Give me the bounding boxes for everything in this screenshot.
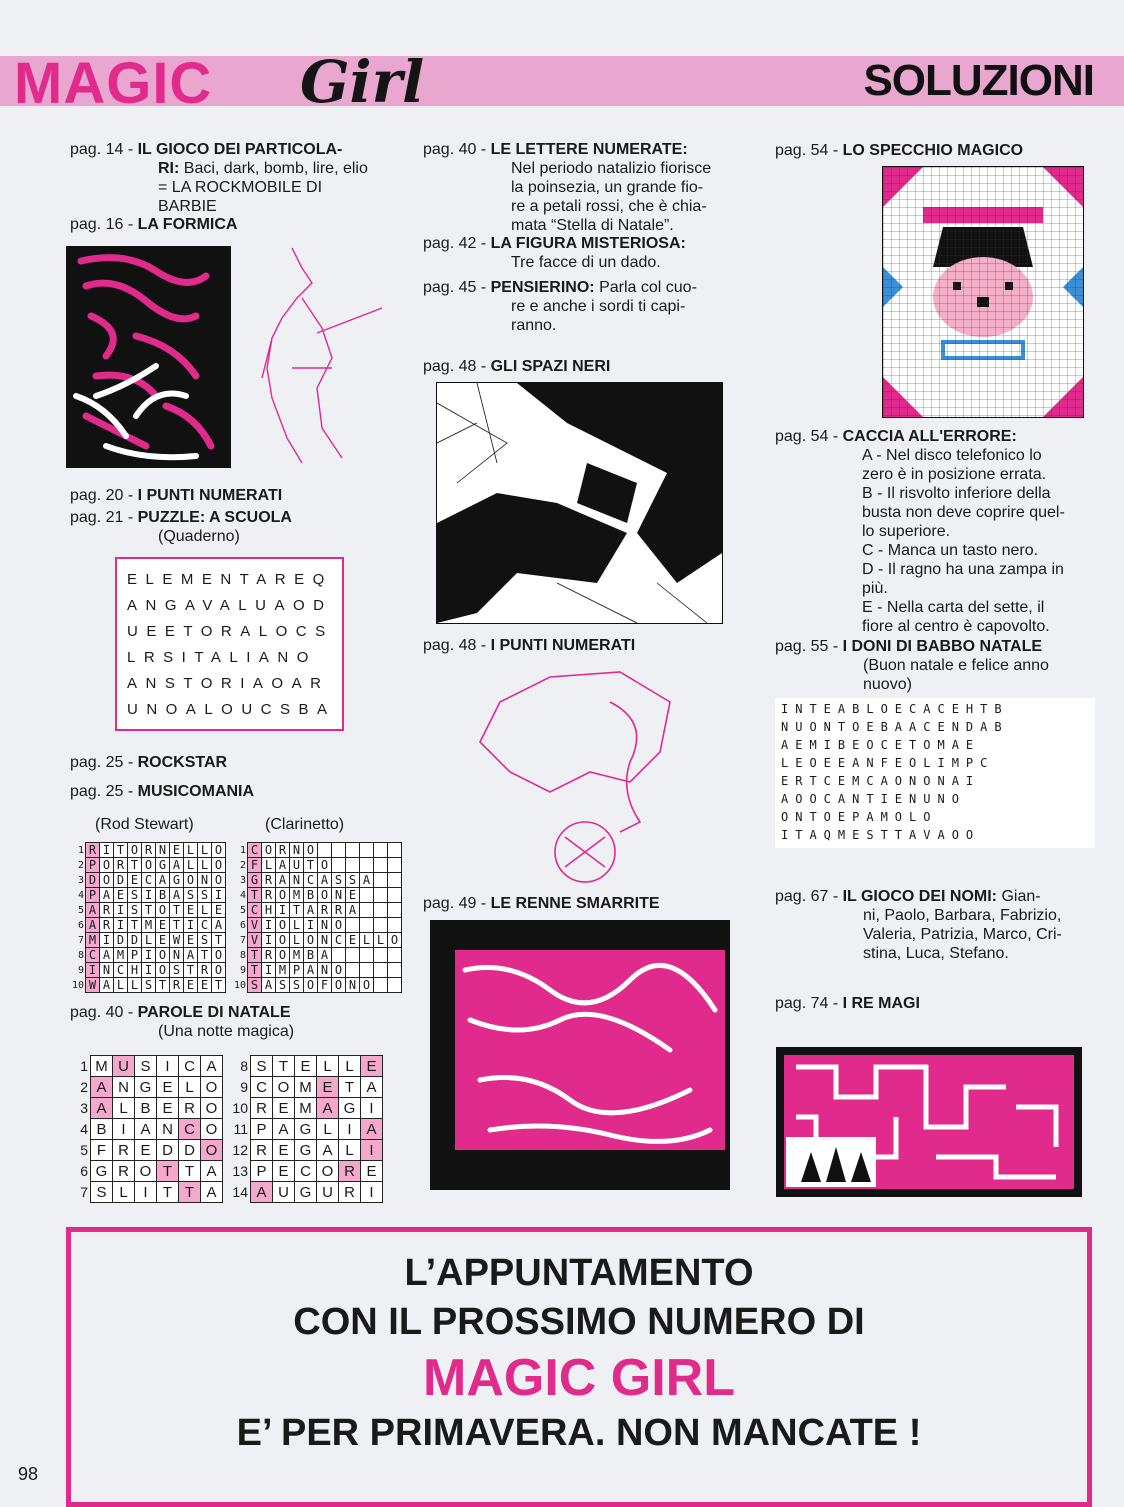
caccia-line: C - Manca un tasto nero.: [862, 542, 1039, 559]
grid-row: 9 I N C H I O S T R O: [70, 963, 226, 978]
grid-row: 8 T R O M B A: [232, 948, 402, 963]
musicomania-left-grid: [70, 842, 226, 993]
grid-row: 8 C A M P I O N A T O: [70, 948, 226, 963]
promo-box: [66, 1227, 1092, 1507]
puzzle-row: ANSTORIAOAR: [127, 675, 330, 692]
grid-row: 10 W A L L S T R E E T: [70, 978, 226, 993]
grid-row: 1 C O R N O: [232, 843, 402, 858]
grid-row: 4 P A E S I B A S S I: [70, 888, 226, 903]
promo-brand: MAGIC GIRL: [423, 1349, 735, 1407]
xword-row: 1 M U S I C A: [70, 1056, 223, 1077]
entry-pag54-specchio: pag. 54 - LO SPECCHIO MAGICO: [775, 142, 1024, 159]
wordsearch-row: LEOEEANFEOLIMPC: [781, 756, 995, 770]
xword-row: 14 A U G U R I: [230, 1182, 383, 1203]
dot-drawing-elephant: [470, 662, 700, 884]
xword-row: 4 B I A N C O: [70, 1119, 223, 1140]
grid-row: 2 P O R T O G A L L O: [70, 858, 226, 873]
spazi-neri-image: [436, 382, 723, 624]
wordsearch-row: ITAQMESTTAVAOO: [781, 828, 981, 842]
puzzle-row: ELEMENTAREQ: [127, 571, 333, 588]
entry-pag45: pag. 45 - PENSIERINO: Parla col cuo- re e anche i sordi ti capi- ranno.: [423, 279, 697, 334]
caccia-line: fiore al centro è capovolto.: [862, 618, 1050, 635]
grid-row: 1 R I T O R N E L L O: [70, 843, 226, 858]
entry-pag25-rockstar: pag. 25 - ROCKSTAR: [70, 754, 228, 771]
caccia-line: più.: [862, 580, 888, 597]
entry-pag55: pag. 55 - I DONI DI BABBO NATALE (Buon natale e felice anno nuovo): [775, 638, 1049, 693]
promo-line-4: E’ PER PRIMAVERA. NON MANCATE !: [236, 1412, 922, 1454]
entry-pag20: pag. 20 - I PUNTI NUMERATI: [70, 487, 283, 504]
puzzle-row: UNOALOUCSBA: [127, 701, 336, 718]
caccia-line: A - Nel disco telefonico lo: [862, 447, 1042, 464]
dot-drawing-bird: [232, 238, 402, 474]
re-magi-maze: [776, 1047, 1082, 1197]
xword-row: 8 S T E L L E: [230, 1056, 383, 1077]
caccia-line: B - Il risvolto inferiore della: [862, 485, 1051, 502]
grid-row: 6 A R I T M E T I C A: [70, 918, 226, 933]
grid-row: 7 V I O L O N C E L L O: [232, 933, 402, 948]
puzzle-row: LRSITALIANO: [127, 649, 317, 666]
entry-pag48-spazi: pag. 48 - GLI SPAZI NERI: [423, 358, 611, 375]
caccia-line: E - Nella carta del sette, il: [862, 599, 1045, 616]
caccia-line: zero è in posizione errata.: [862, 466, 1047, 483]
xword-row: 10 R E M A G I: [230, 1098, 383, 1119]
grid-row: 4 T R O M B O N E: [232, 888, 402, 903]
brand-magic: MAGIC: [14, 51, 213, 116]
xword-row: 13 P E C O R E: [230, 1161, 383, 1182]
wordsearch-row: INTEABLOECACEHTB: [781, 702, 1009, 716]
xword-row: 7 S L I T T A: [70, 1182, 223, 1203]
musicomania-right-label: (Clarinetto): [265, 816, 345, 833]
entry-pag25-musicomania: pag. 25 - MUSICOMANIA: [70, 783, 255, 800]
entry-pag49: pag. 49 - LE RENNE SMARRITE: [423, 895, 660, 912]
musicomania-left-label: (Rod Stewart): [95, 816, 194, 833]
entry-pag16: pag. 16 - LA FORMICA: [70, 216, 238, 233]
promo-line-2: CON IL PROSSIMO NUMERO DI: [293, 1301, 865, 1343]
doni-wordsearch: [775, 698, 1095, 848]
specchio-magico-grid: [882, 166, 1084, 418]
entry-pag21: pag. 21 - PUZZLE: A SCUOLA (Quaderno): [70, 509, 292, 545]
wordsearch-row: ONTOEPAMOLO: [781, 810, 938, 824]
xword-row: 2 A N G E L O: [70, 1077, 223, 1098]
puzzle-row: ANGAVALUAOD: [127, 597, 333, 614]
entry-pag74: pag. 74 - I RE MAGI: [775, 995, 920, 1012]
grid-row: 6 V I O L I N O: [232, 918, 402, 933]
brand-girl: Girl: [300, 48, 425, 116]
xword-row: 5 F R E D D O: [70, 1140, 223, 1161]
entry-pag48-punti: pag. 48 - I PUNTI NUMERATI: [423, 637, 636, 654]
formica-maze: [66, 246, 231, 468]
grid-row: 3 D O D E C A G O N O: [70, 873, 226, 888]
xword-row: 11 P A G L I A: [230, 1119, 383, 1140]
entry-pag40-lettere: pag. 40 - LE LETTERE NUMERATE: Nel periodo natalizio fiorisce la poinsezia, un grande fio- re a petali rossi, che è chia- mata “Stella di Natale”.: [423, 141, 712, 234]
entry-pag67: pag. 67 - IL GIOCO DEI NOMI: Gian- ni, Paolo, Barbara, Fabrizio, Valeria, Patrizia, Marco, Cri- stina, Luca, Stefano.: [775, 888, 1062, 962]
entry-pag54-caccia: pag. 54 - CACCIA ALL'ERRORE: A - Nel disco telefonico lo zero è in posizione errata. B - Il risvolto inferiore della busta non deve coprire quel- lo superiore. C - Manca un tasto nero. D - Il ragno ha una zampa in più. E - Nella carta del sette, il fiore al centro è capovolto.: [775, 427, 1095, 636]
entry-pag14: pag. 14 - IL GIOCO DEI PARTICOLA- RI: Baci, dark, bomb, lire, elio = LA ROCKMOBILE DI BARBIE: [70, 141, 368, 215]
renne-maze: [430, 920, 730, 1190]
grid-row: 7 M I D D L E W E S T: [70, 933, 226, 948]
grid-row: 2 F L A U T O: [232, 858, 402, 873]
wordsearch-row: NUONTOEBAACENDAB: [781, 720, 1009, 734]
grid-row: 10 S A S S O F O N O: [232, 978, 402, 993]
section-title: SOLUZIONI: [863, 56, 1094, 105]
wordsearch-row: AOOCANTIENUNO: [781, 792, 966, 806]
grid-row: 3 G R A N C A S S A: [232, 873, 402, 888]
grid-row: 5 C H I T A R R A: [232, 903, 402, 918]
natale-left-grid: [70, 1055, 223, 1203]
entry-pag42: pag. 42 - LA FIGURA MISTERIOSA: Tre facce di un dado.: [423, 235, 686, 271]
page-number: 98: [18, 1464, 39, 1484]
caccia-line: D - Il ragno ha una zampa in: [862, 561, 1064, 578]
caccia-line: busta non deve coprire quel-: [862, 504, 1065, 521]
wordsearch-row: AEMIBEOCETOMAE: [781, 738, 981, 752]
xword-row: 9 C O M E T A: [230, 1077, 383, 1098]
xword-row: 12 R E G A L I: [230, 1140, 383, 1161]
musicomania-right-grid: [232, 842, 402, 993]
xword-row: 6 G R O T T A: [70, 1161, 223, 1182]
grid-row: 9 T I M P A N O: [232, 963, 402, 978]
caccia-line: lo superiore.: [862, 523, 951, 540]
puzzle-row: UEETORALOCS: [127, 623, 334, 640]
wordsearch-row: ERTCEMCAONONAI: [781, 774, 981, 788]
grid-row: 5 A R I S T O T E L E: [70, 903, 226, 918]
promo-line-1: L’APPUNTAMENTO: [404, 1252, 754, 1294]
xword-row: 3 A L B E R O: [70, 1098, 223, 1119]
entry-pag40-natale: pag. 40 - PAROLE DI NATALE (Una notte magica): [70, 1004, 295, 1040]
puzzle-scuola-grid: [115, 557, 344, 731]
natale-right-grid: [230, 1055, 383, 1203]
